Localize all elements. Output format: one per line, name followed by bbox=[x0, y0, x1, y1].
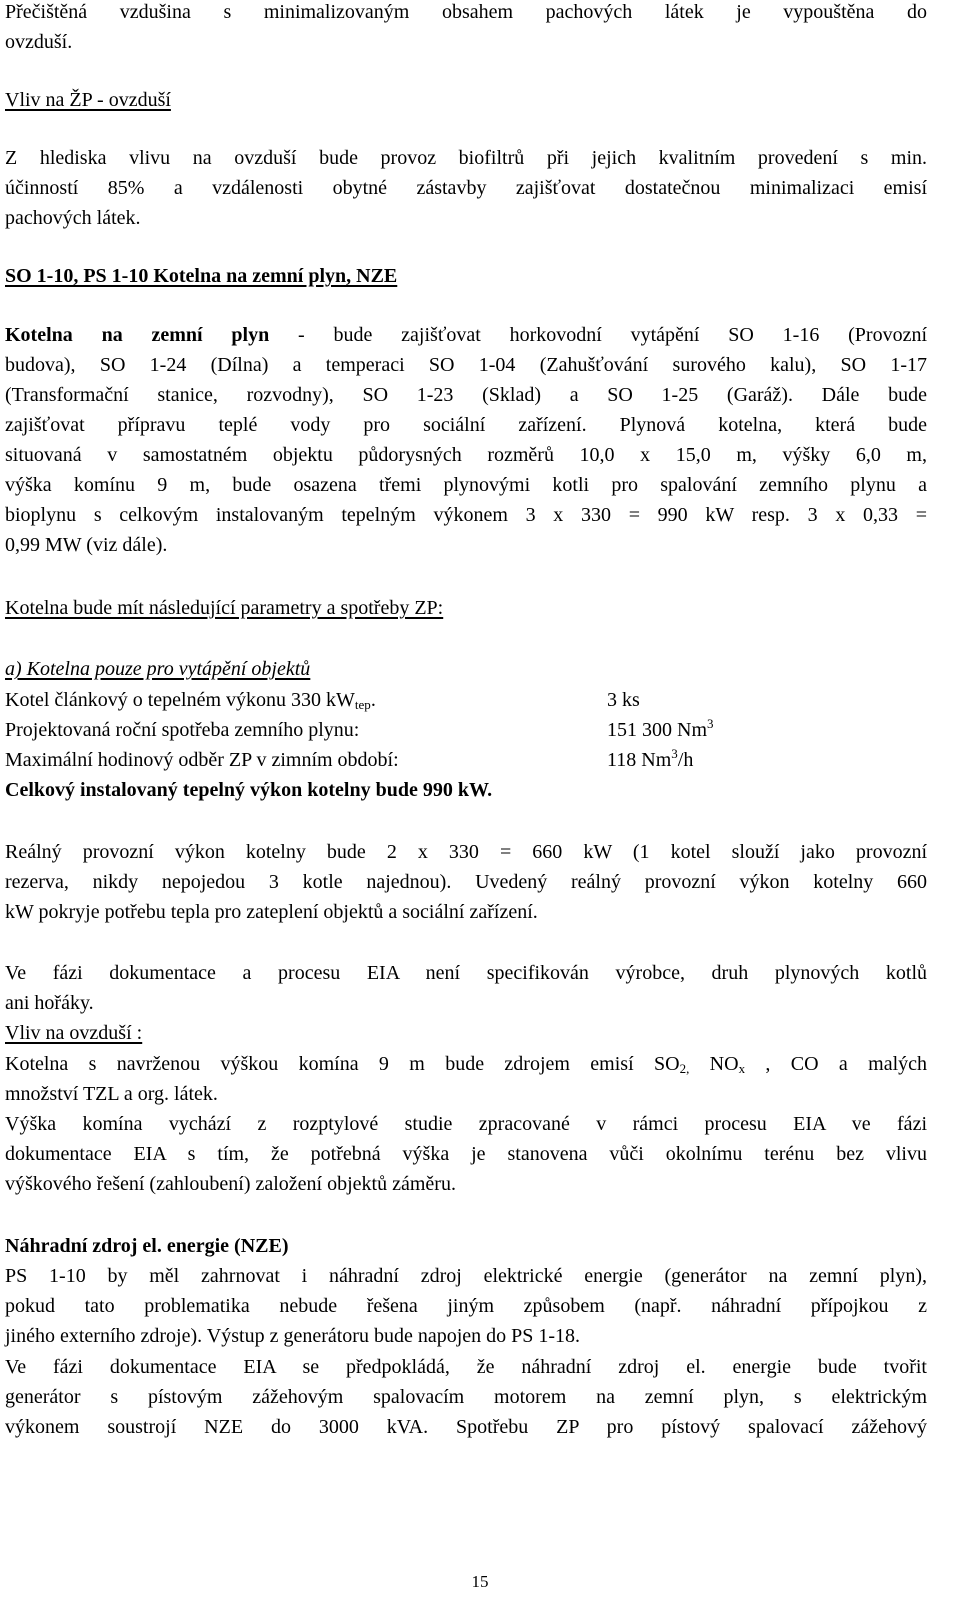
spec-label: Projektovaná roční spotřeba zemního plynu: bbox=[5, 719, 360, 741]
spec-value bbox=[607, 745, 693, 775]
subsection-heading bbox=[5, 654, 927, 684]
bold-term: Kotelna na zemní plyn bbox=[5, 324, 270, 346]
page-number: 15 bbox=[471, 1572, 489, 1591]
paragraph-line: jiného externího zdroje). Výstup z generátoru bude napojen do PS 1-18. bbox=[5, 1325, 581, 1347]
spec-row bbox=[5, 715, 927, 745]
paragraph-line: pachových látek. bbox=[5, 207, 141, 229]
line-text: - bude zajišťovat horkovodní vytápění SO 1-16 (Provozní bbox=[269, 324, 928, 346]
paragraph-line: výška komínu 9 m, bude osazena třemi plynovými kotli pro spalování zemního plynu a bbox=[5, 474, 927, 496]
spec-row bbox=[5, 685, 927, 715]
paragraph-line: účinností 85% a vzdálenosti obytné zástavby zajišťovat dostatečnou minimalizaci emisí bbox=[5, 177, 927, 199]
line-text: Kotelna s navrženou výškou komína 9 m bude zdrojem emisí SO bbox=[5, 1053, 680, 1075]
section-heading bbox=[5, 261, 927, 291]
spec-value-text: 151 300 Nm bbox=[607, 719, 707, 741]
paragraph-line bbox=[5, 1049, 927, 1079]
subsection-heading-text: a) Kotelna pouze pro vytápění objektů bbox=[5, 658, 311, 680]
spec-label-subscript: tep bbox=[354, 697, 371, 712]
paragraph-line: bioplynu s celkovým instalovaným tepelným výkonem 3 x 330 = 990 kW resp. 3 x 0,33 = bbox=[5, 504, 927, 526]
line-text: , CO a malých bbox=[745, 1053, 928, 1075]
paragraph-line: zajišťovat přípravu teplé vody pro sociální zařízení. Plynová kotelna, která bude bbox=[5, 414, 927, 436]
spec-label: Maximální hodinový odběr ZP v zimním období: bbox=[5, 749, 399, 771]
spec-value bbox=[607, 715, 714, 745]
paragraph-line: budova), SO 1-24 (Dílna) a temperaci SO 1-04 (Zahušťování surového kalu), SO 1-17 bbox=[5, 354, 927, 376]
paragraph-line: množství TZL a org. látek. bbox=[5, 1083, 218, 1105]
paragraph-line: ovzduší. bbox=[5, 31, 73, 53]
paragraph-line: Ve fázi dokumentace a procesu EIA není specifikován výrobce, druh plynových kotlů bbox=[5, 962, 927, 984]
paragraph-line: PS 1-10 by měl zahrnovat i náhradní zdroj elektrické energie (generátor na zemní plyn), bbox=[5, 1265, 927, 1287]
subscript: 2, bbox=[679, 1061, 690, 1076]
total-capacity: Celkový instalovaný tepelný výkon kotelny bude 990 kW. bbox=[5, 779, 493, 801]
section-heading bbox=[5, 1018, 927, 1048]
spec-value-superscript: 3 bbox=[707, 716, 714, 731]
subscript: x bbox=[738, 1061, 746, 1076]
section-heading bbox=[5, 593, 927, 623]
section-heading-text: Vliv na ovzduší : bbox=[5, 1022, 143, 1044]
section-heading-text: Vliv na ŽP - ovzduší bbox=[5, 89, 171, 111]
paragraph-line: pokud tato problematika nebude řešena jiným způsobem (např. náhradní přípojkou z bbox=[5, 1295, 927, 1317]
section-heading-text: SO 1-10, PS 1-10 Kotelna na zemní plyn, NZE bbox=[5, 265, 398, 287]
paragraph-line: Ve fázi dokumentace EIA se předpokládá, že náhradní zdroj el. energie bude tvořit bbox=[5, 1356, 927, 1378]
spec-label-end: . bbox=[370, 689, 376, 711]
paragraph-line: Reálný provozní výkon kotelny bude 2 x 330 = 660 kW (1 kotel slouží jako provozní bbox=[5, 841, 927, 863]
spec-value: 3 ks bbox=[607, 689, 640, 711]
paragraph-line: Přečištěná vzdušina s minimalizovaným obsahem pachových látek je vypouštěna do bbox=[5, 1, 927, 23]
paragraph-line: ani hořáky. bbox=[5, 992, 94, 1014]
spec-row bbox=[5, 745, 927, 775]
paragraph-line: výkonem soustrojí NZE do 3000 kVA. Spotřebu ZP pro pístový spalovací zážehový bbox=[5, 1416, 927, 1438]
paragraph-line: (Transformační stanice, rozvodny), SO 1-23 (Sklad) a SO 1-25 (Garáž). Dále bude bbox=[5, 384, 927, 406]
spec-label: Kotel článkový o tepelném výkonu 330 kW bbox=[5, 689, 355, 711]
paragraph-line: dokumentace EIA s tím, že potřebná výška je stanovena vůči okolnímu terénu bez vlivu bbox=[5, 1143, 927, 1165]
section-heading: Náhradní zdroj el. energie (NZE) bbox=[5, 1235, 289, 1257]
section-heading-text: Kotelna bude mít následující parametry a spotřeby ZP: bbox=[5, 597, 444, 619]
spec-value-end: /h bbox=[677, 749, 694, 771]
paragraph-line: Z hlediska vlivu na ovzduší bude provoz biofiltrů při jejich kvalitním provedení s min. bbox=[5, 147, 927, 169]
paragraph-line: rezerva, nikdy nepojedou 3 kotle najednou). Uvedený reálný provozní výkon kotelny 660 bbox=[5, 871, 927, 893]
line-text: NO bbox=[689, 1053, 739, 1075]
spec-value-text: 118 Nm bbox=[607, 749, 672, 771]
paragraph-line: situovaná v samostatném objektu půdorysných rozměrů 10,0 x 15,0 m, výšky 6,0 m, bbox=[5, 444, 927, 466]
spec-value-superscript: 3 bbox=[671, 746, 678, 761]
section-heading bbox=[5, 85, 927, 115]
paragraph-line: 0,99 MW (viz dále). bbox=[5, 534, 168, 556]
paragraph-line bbox=[5, 320, 927, 350]
paragraph-line: Výška komína vychází z rozptylové studie zpracované v rámci procesu EIA ve fázi bbox=[5, 1113, 927, 1135]
paragraph-line: výškového řešení (zahloubení) založení objektů záměru. bbox=[5, 1173, 456, 1195]
paragraph-line: generátor s pístovým zážehovým spalovacím motorem na zemní plyn, s elektrickým bbox=[5, 1386, 927, 1408]
paragraph-line: kW pokryje potřebu tepla pro zateplení objektů a sociální zařízení. bbox=[5, 901, 538, 923]
